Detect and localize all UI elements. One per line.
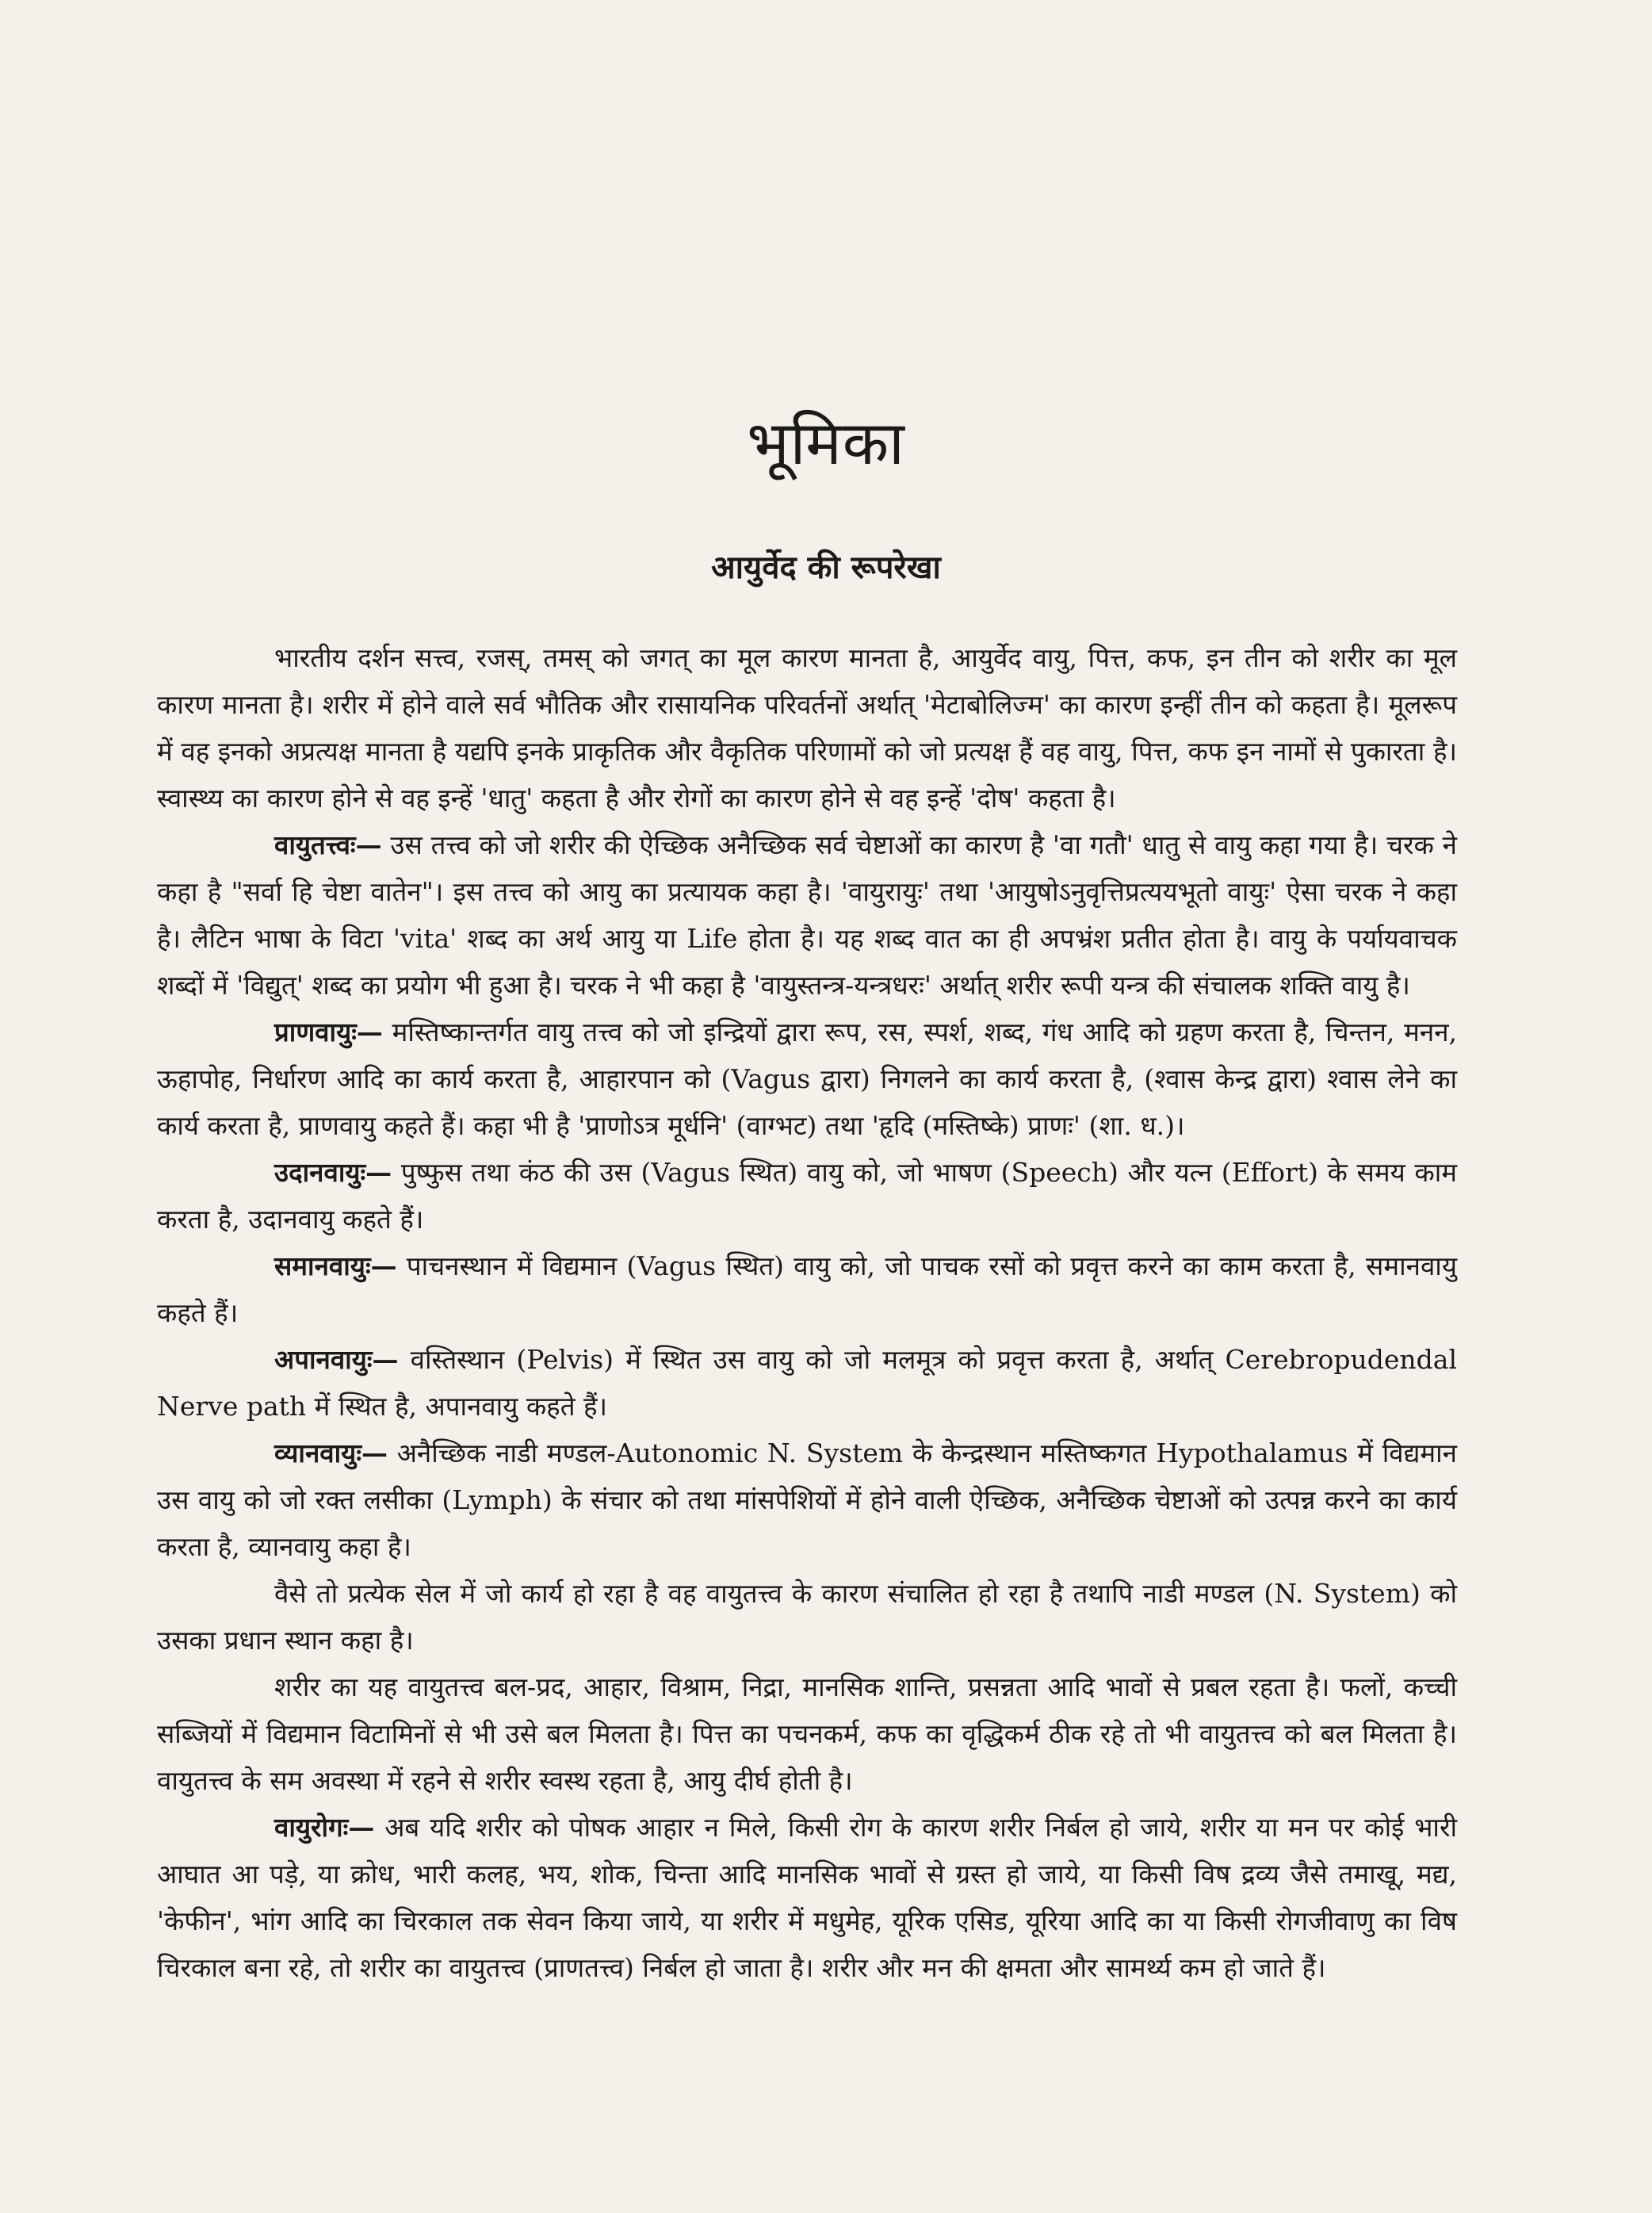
paragraph-intro bbox=[157, 634, 1457, 821]
paragraph-text: भारतीय दर्शन सत्त्व, रजस्, तमस् को जगत् का मूल कारण मानता है, आयुर्वेद वायु, पित्त, कफ, इन तीन को शरीर का मूल कारण मानता है। शरीर में होने वाले सर्व भौतिक और रासायनिक परिवर्तनों अर्थात् 'मेटाबोलिज्म' का कारण इन्हीं तीन को कहता है। मूलरूप में वह इनको अप्रत्यक्ष मानता है यद्यपि इनके प्राकृतिक और वैकृतिक परिणामों को जो प्रत्यक्ष हैं वह वायु, पित्त, कफ इन नामों से पुकारता है। स्वास्थ्य का कारण होने से वह इन्हें 'धातु' कहता है और रोगों का कारण होने से वह इन्हें 'दोष' कहता है। bbox=[157, 642, 1457, 814]
paragraph-vayu-strength bbox=[157, 1664, 1457, 1804]
paragraph-text: पाचनस्थान में विद्यमान (Vagus स्थित) वायु को, जो पाचक रसों को प्रवृत्त करने का काम करता है, समानवायु कहते हैं। bbox=[157, 1250, 1457, 1328]
paragraph-nervous-system bbox=[157, 1570, 1457, 1664]
paragraph-text: उस तत्त्व को जो शरीर की ऐच्छिक अनैच्छिक सर्व चेष्टाओं का कारण है 'वा गतौ' धातु से वायु कहा गया है। चरक ने कहा है "सर्वा हि चेष्टा वातेन"। इस तत्त्व को आयु का प्रत्यायक कहा है। 'वायुरायुः' तथा 'आयुषोऽनुवृत्तिप्रत्ययभूतो वायुः' ऐसा चरक ने कहा है। लैटिन भाषा के विटा 'vita' शब्द का अर्थ आयु या Life होता है। यह शब्द वात का ही अपभ्रंश प्रतीत होता है। वायु के पर्यायवाचक शब्दों में 'विद्युत्' शब्द का प्रयोग भी हुआ है। चरक ने भी कहा है 'वायुस्तन्त्र-यन्त्रधरः' अर्थात् शरीर रूपी यन्त्र की संचालक शक्ति वायु है। bbox=[157, 829, 1457, 1001]
paragraph-term: अपानवायुः— bbox=[274, 1344, 399, 1375]
paragraph-apana-vayu bbox=[157, 1336, 1457, 1430]
paragraph-term: प्राणवायुः— bbox=[274, 1017, 383, 1047]
paragraph-term: वायुरोगः— bbox=[274, 1812, 375, 1843]
paragraph-text: मस्तिष्कान्तर्गत वायु तत्त्व को जो इन्द्रियों द्वारा रूप, रस, स्पर्श, शब्द, गंध आदि को ग्रहण करता है, चिन्तन, मनन, ऊहापोह, निर्धारण आदि का कार्य करता है, आहारपान को (Vagus द्वारा) निगलने का कार्य करता है, (श्वास केन्द्र द्वारा) श्वास लेने का कार्य करता है, प्राणवायु कहते हैं। कहा भी है 'प्राणोऽत्र मूर्धनि' (वाग्भट) तथा 'हृदि (मस्तिष्के) प्राणः' (शा. ध.)। bbox=[157, 1017, 1457, 1141]
section-title: आयुर्वेद की रूपरेखा bbox=[711, 549, 941, 586]
paragraph-text: शरीर का यह वायुतत्त्व बल-प्रद, आहार, विश्राम, निद्रा, मानसिक शान्ति, प्रसन्नता आदि भावों से प्रबल रहता है। फलों, कच्ची सब्जियों में विद्यमान विटामिनों से भी उसे बल मिलता है। पित्त का पचनकर्म, कफ का वृद्धिकर्म ठीक रहे तो भी वायुतत्त्व को बल मिलता है। वायुतत्त्व के सम अवस्था में रहने से शरीर स्वस्थ रहता है, आयु दीर्घ होती है। bbox=[157, 1671, 1457, 1796]
paragraph-text: अनैच्छिक नाडी मण्डल-Autonomic N. System के केन्द्रस्थान मस्तिष्कगत Hypothalamus में विद्यमान उस वायु को जो रक्त लसीका (Lymph) के संचार को तथा मांसपेशियों में होने वाली ऐच्छिक, अनैच्छिक चेष्टाओं को उत्पन्न करने का कार्य करता है, व्यानवायु कहा है। bbox=[157, 1438, 1457, 1562]
paragraph-term: उदानवायुः— bbox=[274, 1157, 392, 1188]
paragraph-vyana-vayu bbox=[157, 1430, 1457, 1570]
paragraph-term: वायुतत्त्वः— bbox=[274, 829, 382, 860]
paragraph-term: व्यानवायुः— bbox=[274, 1438, 388, 1468]
paragraph-vayu-tattva bbox=[157, 821, 1457, 1009]
paragraph-samana-vayu bbox=[157, 1242, 1457, 1336]
paragraph-text: अब यदि शरीर को पोषक आहार न मिले, किसी रोग के कारण शरीर निर्बल हो जाये, शरीर या मन पर कोई भारी आघात आ पड़े, या क्रोध, भारी कलह, भय, शोक, चिन्ता आदि मानसिक भावों से ग्रस्त हो जाये, या किसी विष द्रव्य जैसे तमाखू, मद्य, 'केफीन', भांग आदि का चिरकाल तक सेवन किया जाये, या शरीर में मधुमेह, यूरिक एसिड, यूरिया आदि का या किसी रोगजीवाणु का विष चिरकाल बना रहे, तो शरीर का वायुतत्त्व (प्राणतत्त्व) निर्बल हो जाता है। शरीर और मन की क्षमता और सामर्थ्य कम हो जाते हैं। bbox=[157, 1812, 1457, 1983]
paragraph-text: पुष्फुस तथा कंठ की उस (Vagus स्थित) वायु को, जो भाषण (Speech) और यत्न (Effort) के समय काम करता है, उदानवायु कहते हैं। bbox=[157, 1157, 1457, 1235]
paragraph-udana-vayu bbox=[157, 1149, 1457, 1242]
paragraph-prana-vayu bbox=[157, 1009, 1457, 1149]
page-title: भूमिका bbox=[747, 408, 905, 478]
body-text bbox=[157, 634, 1457, 1991]
paragraph-term: समानवायुः— bbox=[274, 1250, 397, 1281]
paragraph-text: वस्तिस्थान (Pelvis) में स्थित उस वायु को जो मलमूत्र को प्रवृत्त करता है, अर्थात् Cerebropudendal Nerve path में स्थित है, अपानवायु कहते हैं। bbox=[157, 1344, 1457, 1422]
paragraph-text: वैसे तो प्रत्येक सेल में जो कार्य हो रहा है वह वायुतत्त्व के कारण संचालित हो रहा है तथापि नाडी मण्डल (N. System) को उसका प्रधान स्थान कहा है। bbox=[157, 1578, 1457, 1656]
paragraph-vayu-roga bbox=[157, 1804, 1457, 1991]
